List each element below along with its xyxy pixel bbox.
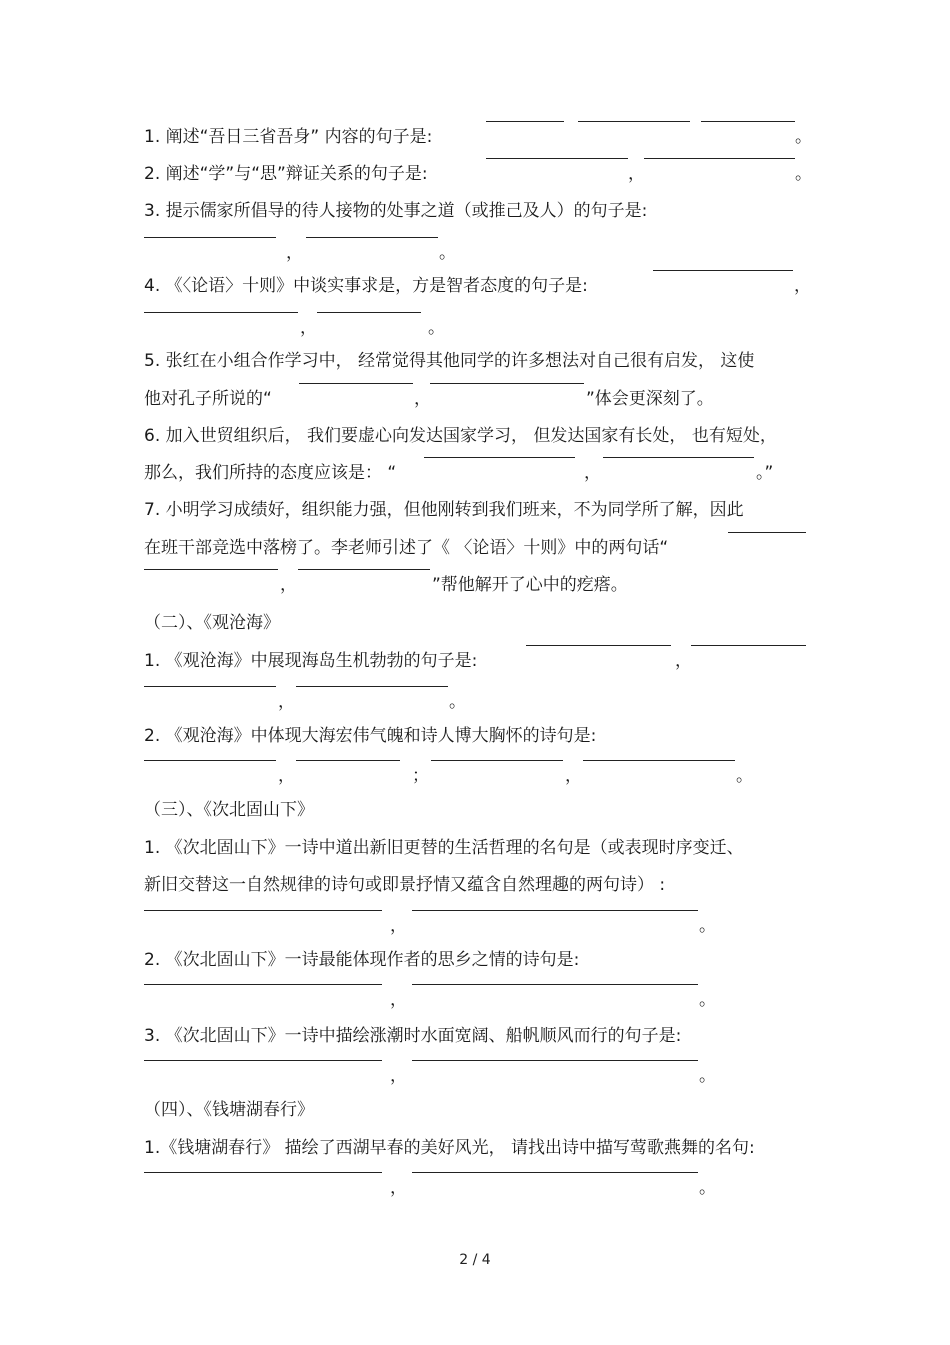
answer-blank[interactable] — [296, 686, 448, 687]
question-text: 5. 张红在小组合作学习中， 经常觉得其他同学的许多想法对自己很有启发， 这使 — [144, 351, 755, 371]
answer-blank[interactable] — [486, 158, 628, 159]
question-text: 4. 《〈论语〉十则》中谈实事求是，方是智者态度的句子是: — [144, 276, 588, 296]
answer-blank[interactable] — [144, 1172, 382, 1173]
section-title: （三）、《次北固山下》 — [144, 800, 314, 820]
punctuation: 。 — [428, 318, 445, 338]
answer-blank[interactable] — [144, 984, 382, 985]
answer-blank[interactable] — [644, 158, 795, 159]
answer-blank[interactable] — [653, 270, 793, 271]
punctuation: ， — [390, 916, 407, 936]
page-number: 2 / 4 — [459, 1252, 491, 1268]
answer-blank[interactable] — [317, 312, 421, 313]
answer-blank[interactable] — [144, 312, 298, 313]
question-text: 2. 《观沧海》中体现大海宏伟气魄和诗人博大胸怀的诗句是: — [144, 726, 597, 746]
answer-blank[interactable] — [144, 569, 278, 570]
punctuation: ； — [412, 766, 429, 786]
punctuation: 。 — [736, 766, 753, 786]
punctuation: ， — [414, 389, 431, 409]
question-text: 1. 《观沧海》中展现海岛生机勃勃的句子是: — [144, 651, 478, 671]
punctuation: 。 — [699, 1066, 716, 1086]
answer-blank[interactable] — [144, 237, 276, 238]
question-text: 6. 加入世贸组织后， 我们要虚心向发达国家学习， 但发达国家有长处， 也有短处， — [144, 426, 777, 446]
answer-blank[interactable] — [430, 383, 584, 384]
punctuation: ， — [565, 766, 582, 786]
punctuation: 。 — [795, 164, 812, 184]
punctuation: 。 — [439, 243, 456, 263]
answer-blank[interactable] — [578, 121, 690, 122]
punctuation: ， — [390, 1178, 407, 1198]
punctuation: 。” — [756, 463, 774, 483]
answer-blank[interactable] — [701, 121, 795, 122]
punctuation: 。 — [699, 1178, 716, 1198]
answer-blank[interactable] — [296, 760, 400, 761]
answer-blank[interactable] — [583, 760, 735, 761]
answer-blank[interactable] — [144, 686, 276, 687]
punctuation: 。 — [699, 916, 716, 936]
section-title: （二）、《观沧海》 — [144, 613, 280, 633]
punctuation: ， — [390, 990, 407, 1010]
punctuation: ， — [675, 651, 692, 671]
punctuation: ， — [278, 692, 295, 712]
question-text: ”体会更深刻了。 — [586, 389, 714, 409]
punctuation: ， — [794, 276, 811, 296]
answer-blank[interactable] — [144, 910, 382, 911]
question-text: 1.《钱塘湖春行》 描绘了西湖早春的美好风光， 请找出诗中描写莺歌燕舞的名句: — [144, 1138, 755, 1158]
question-text: 新旧交替这一自然规律的诗句或即景抒情又蕴含自然理趣的两句诗） : — [144, 875, 666, 895]
answer-blank[interactable] — [431, 760, 563, 761]
question-text: 1. 阐述“吾日三省吾身” 内容的句子是: — [144, 127, 433, 147]
punctuation: ， — [300, 318, 317, 338]
punctuation: 。 — [449, 692, 466, 712]
answer-blank[interactable] — [298, 569, 430, 570]
question-text: 2. 《次北固山下》一诗最能体现作者的思乡之情的诗句是: — [144, 950, 580, 970]
answer-blank[interactable] — [412, 1172, 698, 1173]
answer-blank[interactable] — [691, 645, 806, 646]
question-text: 7. 小明学习成绩好，组织能力强，但他刚转到我们班来，不为同学所了解，因此 — [144, 500, 744, 520]
answer-blank[interactable] — [728, 532, 806, 533]
section-title: （四）、《钱塘湖春行》 — [144, 1100, 314, 1120]
question-text: 他对孔子所说的“ — [144, 389, 272, 409]
answer-blank[interactable] — [144, 1060, 382, 1061]
punctuation: 。 — [699, 990, 716, 1010]
punctuation: ， — [286, 243, 303, 263]
question-text: 在班干部竞选中落榜了。李老师引述了《 〈论语〉十则》中的两句话“ — [144, 538, 669, 558]
answer-blank[interactable] — [412, 984, 698, 985]
answer-blank[interactable] — [299, 383, 413, 384]
answer-blank[interactable] — [306, 237, 438, 238]
punctuation: ， — [628, 164, 645, 184]
punctuation: ， — [390, 1066, 407, 1086]
punctuation: ， — [280, 575, 297, 595]
question-text: 1. 《次北固山下》一诗中道出新旧更替的生活哲理的名句是（或表现时序变迁、 — [144, 838, 744, 858]
answer-blank[interactable] — [144, 760, 276, 761]
answer-blank[interactable] — [486, 121, 564, 122]
question-text: 2. 阐述“学”与“思”辩证关系的句子是: — [144, 164, 428, 184]
answer-blank[interactable] — [424, 457, 575, 458]
answer-blank[interactable] — [412, 910, 698, 911]
punctuation: ， — [278, 766, 295, 786]
question-text: 那么，我们所持的态度应该是： “ — [144, 463, 397, 483]
question-text: 3. 提示儒家所倡导的待人接物的处事之道（或推己及人）的句子是: — [144, 201, 648, 221]
answer-blank[interactable] — [526, 645, 671, 646]
punctuation: ， — [584, 463, 601, 483]
answer-blank[interactable] — [412, 1060, 698, 1061]
answer-blank[interactable] — [603, 457, 754, 458]
question-text: 3. 《次北固山下》一诗中描绘涨潮时水面宽阔、船帆顺风而行的句子是: — [144, 1026, 682, 1046]
punctuation: 。 — [795, 127, 812, 147]
question-text: ”帮他解开了心中的疙瘩。 — [432, 575, 628, 595]
